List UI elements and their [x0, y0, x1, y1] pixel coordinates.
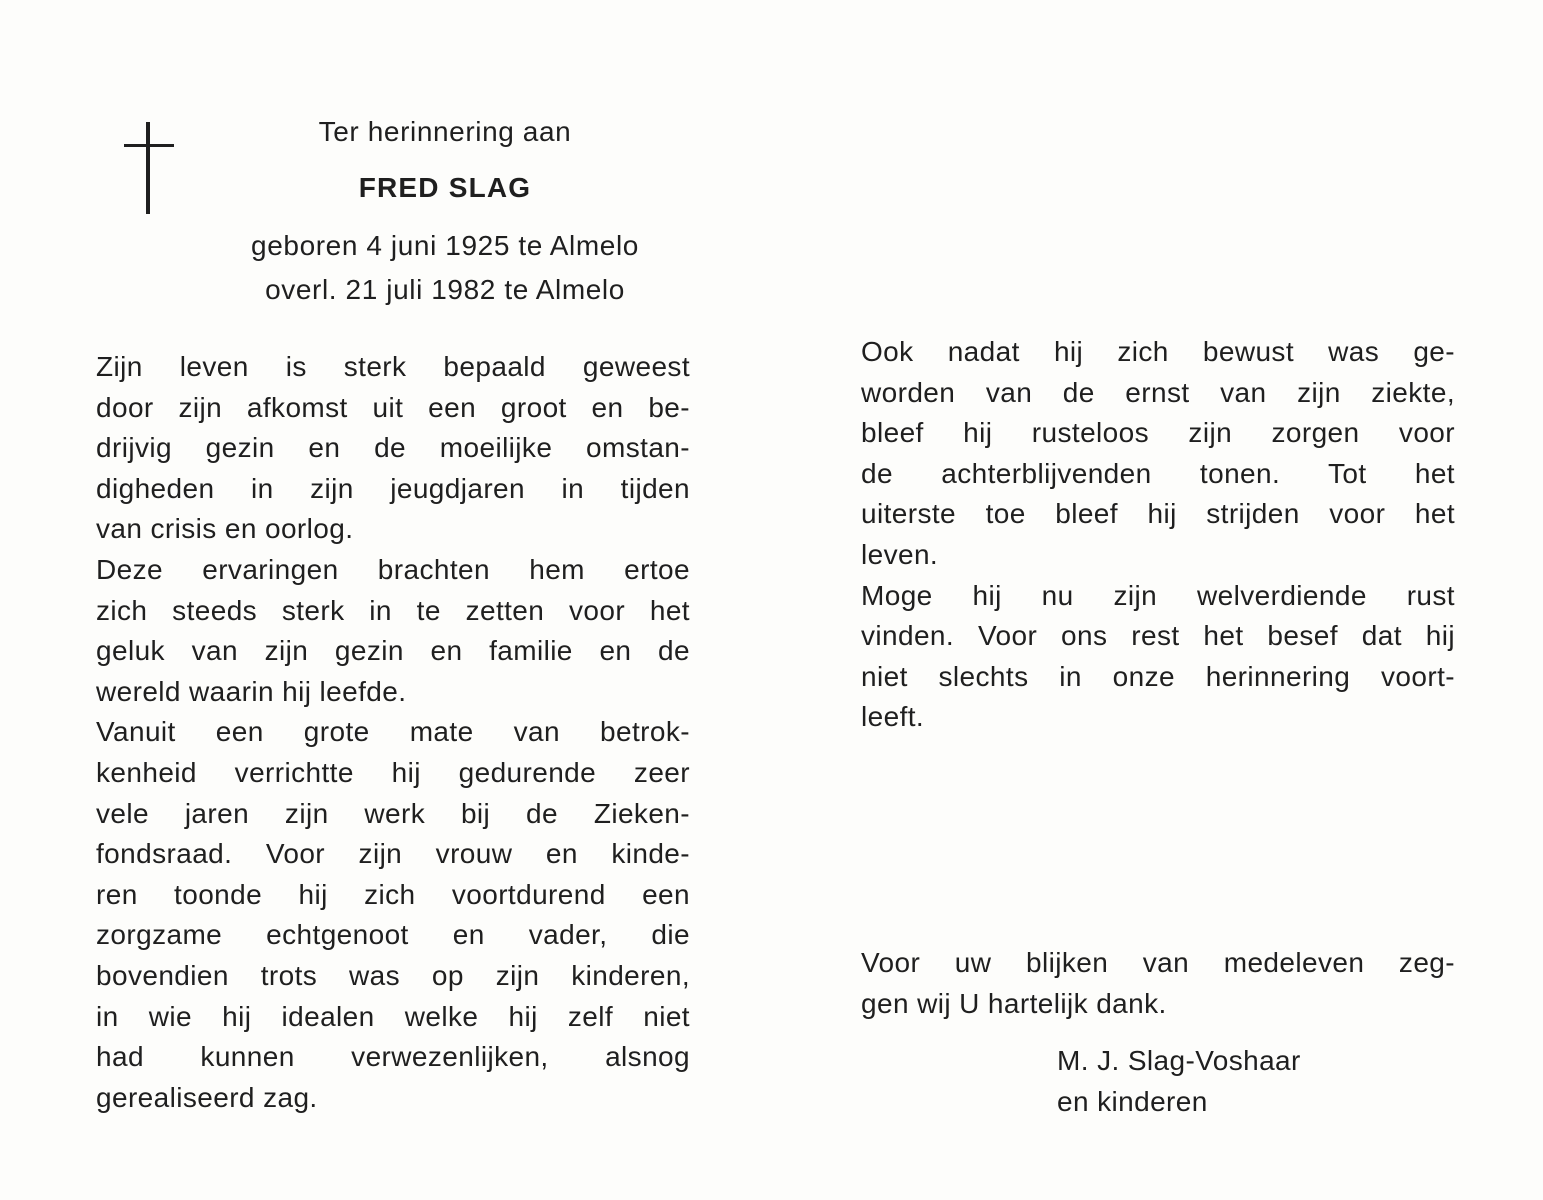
birth-line: geboren 4 juni 1925 te Almelo	[251, 230, 639, 261]
text-line: digheden in zijn jeugdjaren in tijden	[96, 472, 690, 504]
text-line: bovendien trots was op zijn kinderen,	[96, 959, 690, 991]
text-line: leeft.	[861, 701, 925, 733]
text-line: vinden. Voor ons rest het besef dat hij	[861, 620, 1455, 652]
text-line: gerealiseerd zag.	[96, 1081, 318, 1113]
text-line: leven.	[861, 538, 939, 570]
text-line: kenheid verrichtte hij gedurende zeer	[96, 756, 690, 788]
text-line: ren toonde hij zich voortdurend een	[96, 878, 690, 910]
latin-cross-icon	[124, 122, 174, 214]
deceased-name: FRED SLAG	[358, 172, 532, 203]
text-line: in wie hij idealen welke hij zelf niet	[96, 1000, 690, 1032]
text-line: geluk van zijn gezin en familie en de	[96, 635, 690, 667]
text-line: Deze ervaringen brachten hem ertoe	[96, 553, 690, 585]
signature-name: M. J. Slag-Voshaar	[1057, 1045, 1301, 1076]
text-line: Vanuit een grote mate van betrok-	[96, 716, 690, 748]
text-line: gen wij U hartelijk dank.	[861, 987, 1167, 1019]
left-column-text	[96, 347, 690, 1118]
text-line: zich steeds sterk in te zetten voor het	[96, 594, 690, 626]
text-line: wereld waarin hij leefde.	[96, 675, 407, 707]
text-line: worden van de ernst van zijn ziekte,	[861, 376, 1455, 408]
thanks-text	[861, 943, 1455, 1024]
text-line: uiterste toe bleef hij strijden voor het	[861, 498, 1455, 530]
text-line: drijvig gezin en de moeilijke omstan-	[96, 432, 690, 464]
text-line: de achterblijvenden tonen. Tot het	[861, 457, 1455, 489]
text-line: Ook nadat hij zich bewust was ge-	[861, 336, 1455, 367]
text-line: Moge hij nu zijn welverdiende rust	[861, 579, 1455, 611]
signature-family: en kinderen	[1057, 1085, 1208, 1117]
text-line: had kunnen verwezenlijken, alsnog	[96, 1041, 690, 1073]
text-line: fondsraad. Voor zijn vrouw en kinde-	[96, 838, 690, 870]
text-line: van crisis en oorlog.	[96, 513, 354, 545]
death-line: overl. 21 juli 1982 te Almelo	[265, 274, 625, 305]
text-line: zorgzame echtgenoot en vader, die	[96, 919, 690, 951]
intro-text: Ter herinnering aan	[318, 116, 572, 147]
text-line: Zijn leven is sterk bepaald geweest	[96, 351, 690, 382]
signature	[1057, 1041, 1301, 1122]
right-column-text	[861, 332, 1455, 738]
text-line: door zijn afkomst uit een groot en be-	[96, 391, 690, 423]
text-line: vele jaren zijn werk bij de Zieken-	[96, 797, 690, 829]
text-line: bleef hij rusteloos zijn zorgen voor	[861, 417, 1455, 449]
text-line: Voor uw blijken van medeleven zeg-	[861, 947, 1455, 978]
text-line: niet slechts in onze herinnering voort-	[861, 660, 1455, 692]
